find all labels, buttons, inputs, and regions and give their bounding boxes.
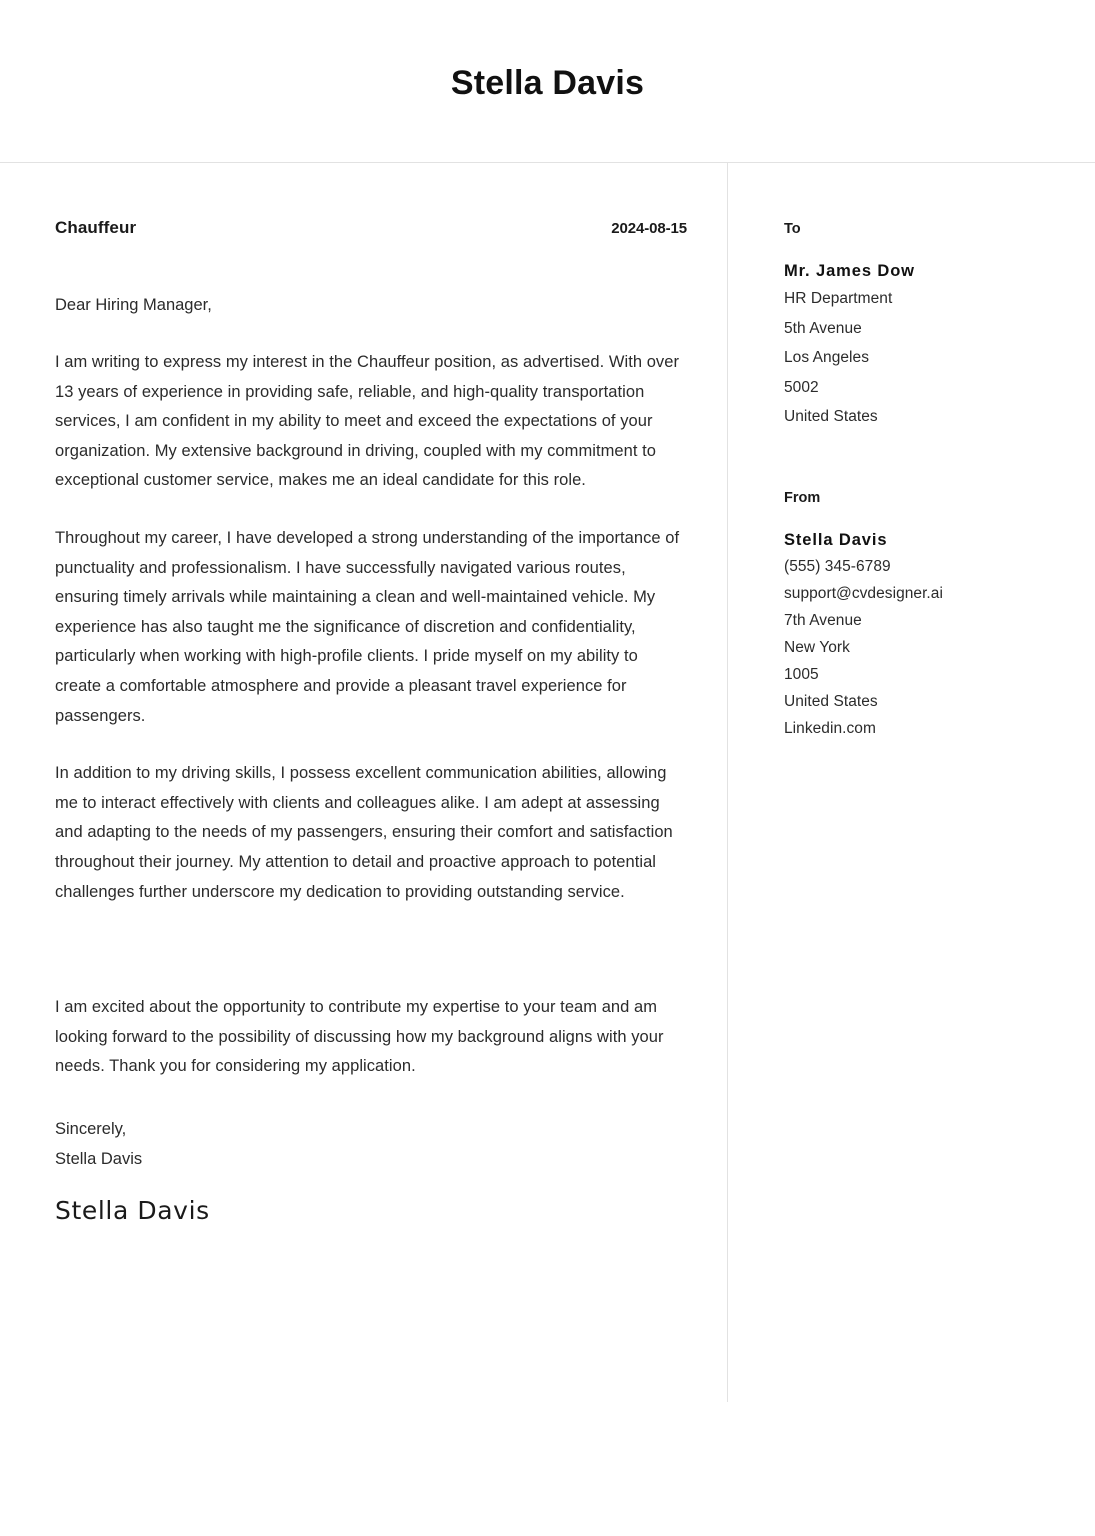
letter-paragraph: I am writing to express my interest in the Chauffeur position, as advertised. With over 13 years of experience in providing safe, reliable, and high-quality transportation services, I am confident in my ability to meet and exceed the expectations of your organization. My extensive background in driving, coupled with my commitment to exceptional customer service, makes me an ideal candidate for this role. xyxy=(55,353,679,490)
salutation: Dear Hiring Manager, xyxy=(55,296,212,314)
document-header xyxy=(0,0,1095,162)
closing-block xyxy=(55,1114,687,1174)
recipient-detail-line: HR Department xyxy=(784,290,893,307)
letter-body-column xyxy=(55,163,687,1226)
sender-detail-line: 7th Avenue xyxy=(784,611,862,629)
recipient-name: Mr. James Dow xyxy=(784,262,915,280)
sender-email: support@cvdesigner.ai xyxy=(784,584,943,602)
recipient-label: To xyxy=(784,221,801,237)
signature: Stella Davis xyxy=(55,1195,210,1225)
sender-label: From xyxy=(784,489,821,506)
sender-block xyxy=(784,487,1054,742)
letter-meta-row xyxy=(55,218,687,248)
job-title: Chauffeur xyxy=(55,218,137,237)
sender-name: Stella Davis xyxy=(784,530,888,549)
sender-detail-line: United States xyxy=(784,692,878,710)
sender-detail-line: 1005 xyxy=(784,665,819,683)
letter-paragraph: In addition to my driving skills, I possess excellent communication abilities, allowing me to interact effectively with clients and colleagues alike. I am adept at assessing and adapting to the needs of my passengers, ensuring their comfort and satisfaction throughout their journey. My attention to detail and proactive approach to potential challenges further underscore my dedication to providing outstanding service. xyxy=(55,764,673,901)
closing-salutation: Sincerely, xyxy=(55,1119,127,1138)
page-title: Stella Davis xyxy=(450,64,645,102)
sender-detail-line: New York xyxy=(784,638,850,656)
recipient-block xyxy=(784,218,1054,432)
recipient-detail-line: 5th Avenue xyxy=(784,319,862,337)
closing-name: Stella Davis xyxy=(55,1149,143,1168)
recipient-detail-line: United States xyxy=(784,408,878,425)
letter-date: 2024-08-15 xyxy=(611,220,687,237)
sender-website: Linkedin.com xyxy=(784,719,876,737)
recipient-detail-line: 5002 xyxy=(784,378,819,396)
sender-phone: (555) 345-6789 xyxy=(784,557,891,575)
letter-paragraph: I am excited about the opportunity to contribute my expertise to your team and am looking forward to the possibility of discussing how my background aligns with your needs. Thank you for considering my application. xyxy=(55,998,664,1076)
recipient-detail-line: Los Angeles xyxy=(784,349,870,366)
address-sidebar xyxy=(784,163,1054,742)
column-divider xyxy=(727,163,728,1402)
letter-paragraph: Throughout my career, I have developed a strong understanding of the importance of punctuality and professionalism. I have successfully navigated various routes, ensuring timely arrivals while maintaining a clean and well-maintained vehicle. My experience has also taught me the significance of discretion and confidentiality, particularly when working with high-profile clients. I pride myself on my ability to create a comfortable atmosphere and provide a pleasant travel experience for passengers. xyxy=(55,528,680,725)
